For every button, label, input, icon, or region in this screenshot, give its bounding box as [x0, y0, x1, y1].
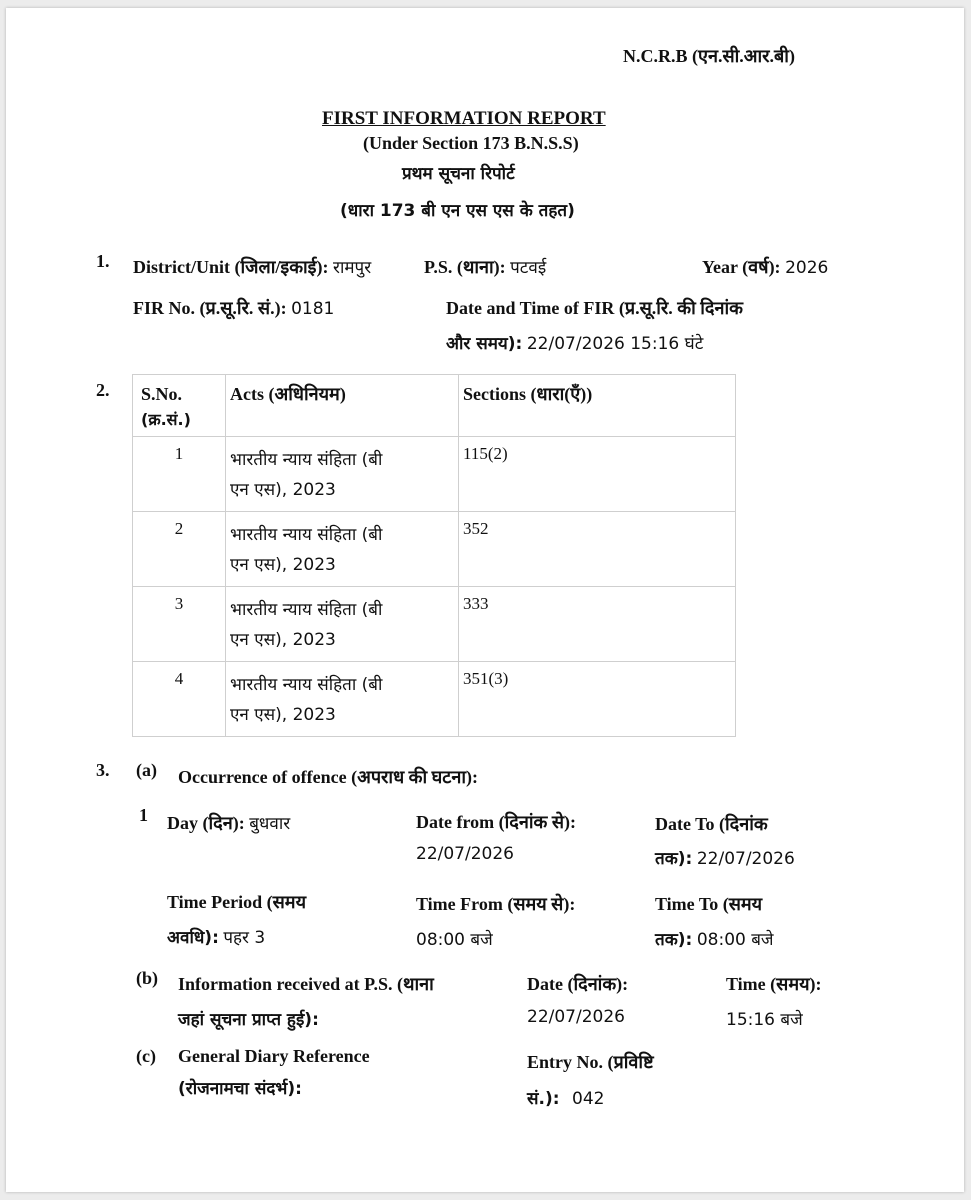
fir-datetime-field: [446, 331, 703, 354]
row-section: 333: [463, 594, 489, 613]
sno-header-en: S.No.: [141, 384, 183, 404]
fir-datetime-label-line2: और समय):: [446, 334, 523, 354]
entry-number-label-line2: सं.):: [527, 1089, 560, 1109]
year-field: [702, 255, 828, 279]
date-to-value: 22/07/2026: [696, 849, 795, 869]
report-subtitle: (Under Section 173 B.N.S.S): [363, 133, 579, 153]
time-period-label-line2: अवधि):: [167, 928, 219, 948]
entry-number-value: 042: [572, 1089, 605, 1109]
fir-number-value: 0181: [291, 299, 335, 319]
acts-header-text: Acts (अधिनियम): [230, 384, 346, 404]
row-sno: 1: [174, 444, 184, 463]
sections-header-text: Sections (धारा(एँ)): [463, 384, 593, 404]
row-sno: 3: [174, 594, 184, 613]
info-date-label: Date (दिनांक):: [527, 974, 629, 994]
section-3-number: 3.: [96, 760, 110, 780]
sections-header: [459, 375, 736, 437]
sub-c-label: (c): [136, 1046, 156, 1066]
police-station-label: P.S. (थाना):: [424, 257, 506, 277]
acts-sections-table: [132, 374, 736, 737]
row-act-line1: भारतीय न्याय संहिता (बी: [230, 450, 383, 470]
day-value: बुधवार: [249, 814, 291, 834]
section-2-number: 2.: [96, 380, 110, 400]
row-act: [226, 437, 458, 505]
row-act: [226, 662, 458, 730]
time-to-label-line2: तक):: [655, 930, 693, 950]
table-header-row: [133, 375, 736, 437]
table-row: [133, 512, 736, 587]
info-time-label: Time (समय):: [726, 974, 822, 994]
row-act-line1: भारतीय न्याय संहिता (बी: [230, 525, 383, 545]
report-title-hindi: प्रथम सूचना रिपोर्ट: [402, 164, 515, 184]
year-value: 2026: [785, 258, 829, 278]
date-to-label-line1: Date To (दिनांक: [655, 814, 768, 834]
time-from-label: Time From (समय से):: [416, 894, 576, 914]
occurrence-title: Occurrence of offence (अपराध की घटना):: [178, 767, 478, 787]
date-to-field: [655, 846, 795, 869]
sno-header: [133, 375, 226, 437]
row-section: 351(3): [463, 669, 509, 688]
row-act: [226, 587, 458, 655]
row-section: 352: [463, 519, 489, 538]
diary-reference-title-line2: (रोजनामचा संदर्भ):: [178, 1079, 302, 1099]
fir-datetime-label-line1: Date and Time of FIR (प्र.सू.रि. की दिनांक: [446, 298, 743, 318]
row-act-line2: एन एस), 2023: [230, 480, 336, 500]
info-received-title-line2: जहां सूचना प्राप्त हुई):: [178, 1010, 319, 1030]
fir-number-label: FIR No. (प्र.सू.रि. सं.):: [133, 298, 287, 318]
time-to-value: 08:00 बजे: [696, 930, 774, 950]
day-field: [167, 811, 290, 835]
fir-document-page: [6, 8, 964, 1192]
time-period-value: पहर 3: [223, 928, 266, 948]
table-row: [133, 437, 736, 512]
date-from-value: 22/07/2026: [416, 844, 514, 864]
row-section: 115(2): [463, 444, 508, 463]
time-to-label-line1: Time To (समय: [655, 894, 763, 914]
row-act-line2: एन एस), 2023: [230, 630, 336, 650]
district-label: District/Unit (जिला/इकाई):: [133, 257, 329, 277]
entry-number-field: [527, 1086, 604, 1109]
sub-a-label: (a): [136, 760, 157, 780]
diary-reference-title-line1: General Diary Reference: [178, 1046, 370, 1066]
row-sno: 2: [174, 519, 184, 538]
date-to-label-line2: तक):: [655, 849, 693, 869]
table-row: [133, 662, 736, 737]
day-label: Day (दिन):: [167, 813, 245, 833]
row-act-line1: भारतीय न्याय संहिता (बी: [230, 675, 383, 695]
time-period-label-line1: Time Period (समय: [167, 892, 307, 912]
ncrb-header: N.C.R.B (एन.सी.आर.बी): [623, 46, 795, 66]
time-from-value: 08:00 बजे: [416, 930, 493, 950]
police-station-field: [424, 255, 546, 279]
table-row: [133, 587, 736, 662]
date-from-label: Date from (दिनांक से):: [416, 812, 576, 832]
row-act-line2: एन एस), 2023: [230, 555, 336, 575]
fir-number-field: [133, 296, 334, 320]
district-value: रामपुर: [333, 258, 372, 278]
section-1-number: 1.: [96, 251, 110, 271]
entry-number-label-line1: Entry No. (प्रविष्टि: [527, 1052, 654, 1072]
report-title: FIRST INFORMATION REPORT: [322, 108, 606, 129]
district-field: [133, 255, 371, 279]
sub-b-label: (b): [136, 968, 158, 988]
occurrence-item-number: 1: [139, 805, 148, 825]
police-station-value: पटवई: [510, 258, 547, 278]
acts-header: [226, 375, 459, 437]
info-time-value: 15:16 बजे: [726, 1010, 803, 1030]
row-act-line1: भारतीय न्याय संहिता (बी: [230, 600, 383, 620]
time-period-field: [167, 925, 265, 948]
time-to-field: [655, 927, 774, 950]
info-received-title-line1: Information received at P.S. (थाना: [178, 974, 434, 994]
row-sno: 4: [174, 669, 184, 688]
report-subtitle-hindi: (धारा 173 बी एन एस एस के तहत): [340, 201, 575, 221]
fir-datetime-value: 22/07/2026 15:16 घंटे: [526, 334, 704, 354]
row-act-line2: एन एस), 2023: [230, 705, 336, 725]
info-date-value: 22/07/2026: [527, 1007, 625, 1027]
row-act: [226, 512, 458, 580]
sno-header-hi: (क्र.सं.): [141, 410, 191, 429]
year-label: Year (वर्ष):: [702, 257, 781, 277]
